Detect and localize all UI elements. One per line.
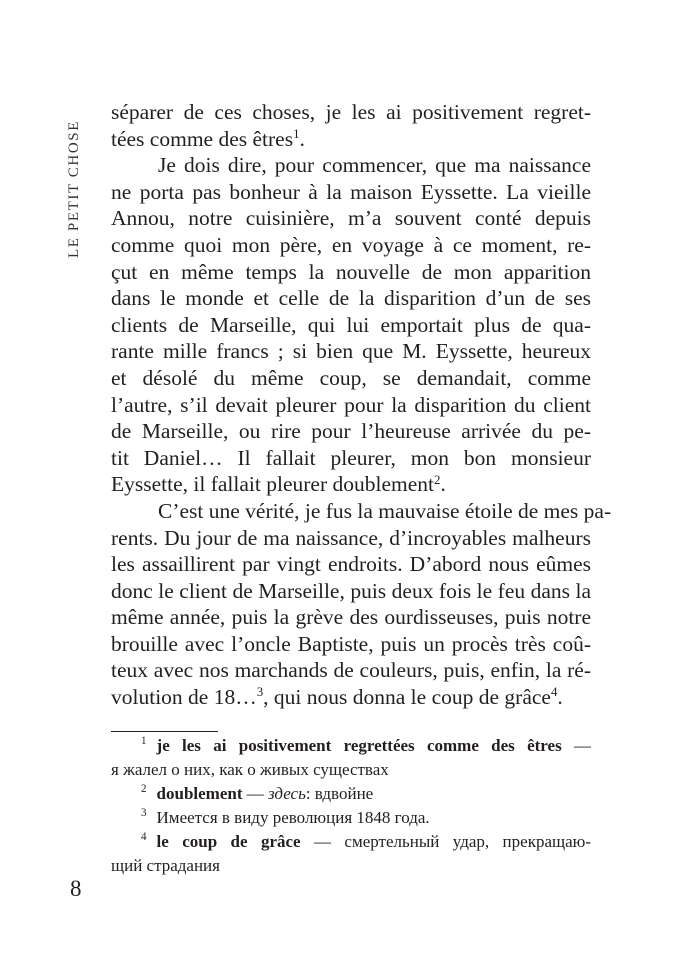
body-line bbox=[111, 418, 591, 445]
text-run: donc le client de Marseille, puis deux fois le feu dans la bbox=[111, 578, 591, 603]
body-line bbox=[111, 338, 591, 365]
text-run: ne porta pas bonheur à la maison Eyssette. La vieille bbox=[111, 179, 591, 204]
text-run: çut en même temps la nouvelle de mon apparition bbox=[111, 259, 591, 284]
body-line bbox=[111, 498, 612, 525]
text-run: C’est une vérité, je fus la mauvaise étoile de mes pa- bbox=[158, 498, 612, 523]
body-line bbox=[111, 471, 591, 498]
text-run: le coup de grâce bbox=[156, 832, 301, 851]
footnote-line bbox=[111, 734, 591, 758]
footnote-line bbox=[111, 830, 591, 854]
body-line bbox=[111, 232, 591, 259]
body-line bbox=[111, 126, 591, 153]
body-line bbox=[111, 631, 591, 658]
body-line bbox=[111, 179, 591, 206]
text-run: Je dois dire, pour commencer, que ma naissance bbox=[158, 153, 591, 178]
text-run: même année, puis la grève des ourdisseuses, puis notre bbox=[111, 605, 591, 630]
footnote-marker: 3 bbox=[256, 685, 264, 700]
text-run: я жалел о них, как о живых существах bbox=[111, 760, 389, 779]
body-line bbox=[111, 152, 591, 179]
footnote-line bbox=[111, 782, 591, 806]
text-run: tées comme des êtres bbox=[111, 126, 294, 151]
body-line bbox=[111, 312, 591, 339]
footnote-line bbox=[111, 854, 591, 878]
running-head: LE PETIT CHOSE bbox=[66, 120, 82, 258]
text-run: brouille avec l’oncle Baptiste, puis un procès très coû- bbox=[111, 631, 591, 656]
body-line bbox=[111, 365, 591, 392]
body-line bbox=[111, 259, 591, 286]
text-run: dans le monde et celle de la disparition d’un de ses bbox=[111, 286, 591, 311]
footnote-marker: 2 bbox=[141, 783, 147, 796]
text-run: здесь bbox=[268, 784, 306, 803]
footnote-marker: 1 bbox=[293, 126, 300, 141]
text-run: et désolé du même coup, se demandait, comme bbox=[111, 365, 591, 390]
body-line bbox=[111, 285, 591, 312]
body-line bbox=[111, 578, 591, 605]
text-run: comme quoi mon père, en voyage à ce moment, re- bbox=[111, 232, 591, 257]
text-run: clients de Marseille, qui lui emportait plus de qua- bbox=[111, 312, 591, 337]
text-run: щий страдания bbox=[111, 856, 220, 875]
footnote-marker: 1 bbox=[141, 735, 147, 748]
page-number: 8 bbox=[70, 876, 82, 901]
text-run: : вдвойне bbox=[305, 784, 374, 803]
text-run: Annou, notre cuisinière, m’a souvent conté depuis bbox=[111, 206, 591, 231]
footnote-marker: 4 bbox=[141, 831, 147, 844]
text-run: — смертельный удар, прекращаю- bbox=[300, 832, 591, 851]
footnote-line bbox=[111, 806, 591, 830]
text-run: . bbox=[440, 472, 446, 497]
body-line bbox=[111, 684, 591, 711]
body-line bbox=[111, 392, 591, 419]
footnote-rule bbox=[111, 731, 218, 732]
text-run: Eyssette, il fallait pleurer doublement bbox=[111, 472, 434, 497]
text-run: teux avec nos marchands de couleurs, puis, enfin, la ré- bbox=[111, 658, 591, 683]
text-run: . bbox=[557, 685, 563, 710]
text-run: — bbox=[561, 736, 591, 755]
text-run: . bbox=[299, 126, 305, 151]
text-run: , qui nous donna le coup de grâce bbox=[263, 685, 551, 710]
text-run: — bbox=[242, 784, 268, 803]
footnotes bbox=[111, 734, 591, 878]
body-line bbox=[111, 205, 591, 232]
body-line bbox=[111, 99, 591, 126]
text-run: séparer de ces choses, je les ai positivement regret- bbox=[111, 100, 591, 124]
body-line bbox=[111, 525, 591, 552]
footnote-line bbox=[111, 758, 591, 782]
text-run: doublement bbox=[156, 784, 243, 803]
text-run: les assaillirent par vingt endroits. D’abord nous eûmes bbox=[111, 552, 591, 577]
text-run: je les ai positivement regrettées comme des êtres bbox=[156, 736, 562, 755]
footnote-marker: 3 bbox=[141, 807, 147, 820]
body-line bbox=[111, 551, 591, 578]
text-run: l’autre, s’il devait pleurer pour la disparition du client bbox=[111, 392, 591, 417]
text-run: rents. Du jour de ma naissance, d’incroyables malheurs bbox=[111, 525, 591, 550]
body-line bbox=[111, 657, 591, 684]
body-line bbox=[111, 604, 591, 631]
body-text bbox=[111, 99, 612, 711]
text-run: volution de 18… bbox=[111, 685, 257, 710]
body-line bbox=[111, 445, 591, 472]
footnote-marker: 2 bbox=[434, 472, 441, 487]
text-run: Имеется в виду революция 1848 года. bbox=[156, 808, 430, 827]
text-run: de Marseille, ou rire pour l’heureuse arrivée du pe- bbox=[111, 419, 591, 444]
text-run: tit Daniel… Il fallait pleurer, mon bon monsieur bbox=[111, 445, 591, 470]
footnote-marker: 4 bbox=[550, 685, 558, 700]
text-run: rante mille francs ; si bien que M. Eyssette, heureux bbox=[111, 339, 591, 364]
